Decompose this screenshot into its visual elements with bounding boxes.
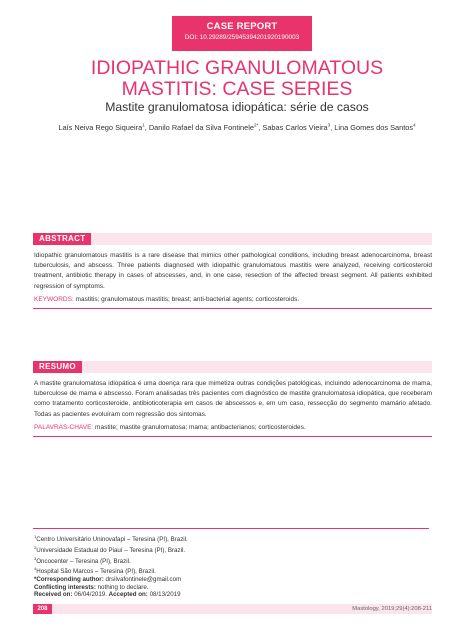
author-list	[10, 121, 464, 133]
journal-citation: Mastology, 2019;29(4):208-211	[352, 606, 432, 612]
affiliation-1: $^1$Centro Universitário Uninovafapi – Teresina (PI), Brazil.	[34, 534, 188, 544]
resumo-keywords	[34, 423, 432, 433]
author: Danilo Rafael da Silva Fontinele$^{2*}$,	[148, 123, 263, 133]
resumo-header-bar	[33, 361, 432, 373]
corresponding-email[interactable]: drsilvafontinele@gmail.com	[103, 576, 182, 584]
abstract-keywords	[34, 295, 432, 305]
keywords-label: KEYWORDS:	[34, 296, 74, 303]
title-line-1: IDIOPATHIC GRANULOMATOUS	[90, 57, 384, 79]
affiliation-3: $^3$Oncocenter – Teresina (PI), Brazil.	[34, 555, 131, 565]
keywords-values: mastitis; granulomatous mastitis; breast; anti-bacterial agents; corticosteroids.	[73, 296, 300, 303]
abstract-text: Idiopathic granulomatous mastitis is a rare disease that mimics other pathological conditions, including breast adenocarcinoma, breast tuberculosis, and abscess. Three patients diagnosed with idiopathic granulomatous mastitis were analyzed, receiving corticosteroid treatment, antibiotic therapy in cases of abscesses, and, in one case, resection of the affected breast segment. All patients exhibited regression of symptoms.	[34, 252, 432, 290]
case-report-banner	[172, 16, 312, 51]
author: Lina Gomes dos Santos$^4$	[334, 123, 416, 133]
affiliation-2: $^2$Universidade Estadual do Piauí – Teresina (PI), Brazil.	[34, 544, 186, 554]
conflicts-of-interest: Conflicting interests: nothing to declare.	[34, 583, 149, 591]
abstract-header-bar	[33, 233, 432, 245]
doi[interactable]: DOI: 10.29289/25945394201920190003	[184, 34, 300, 41]
resumo-text: A mastite granulomatosa idiopática é uma doença rara que mimetiza outras condições patológicas, incluindo adenocarcinoma de mama, tuberculose de mama e abscesso. Foram analisadas três pacientes com diagnóstico de mastite granulomatosa idiopática, que receberam como tratamento corticosteroide, antibioticoterapia em casos de abscessos e, em um caso, ressecção do segmento mamário afetado. Todas as pacientes evoluíram com regressão dos sintomas.	[34, 380, 432, 418]
received-accepted-dates: Received on: 06/04/2019. Accepted on: 08/13/2019	[34, 591, 181, 599]
author: Laís Neiva Rego Siqueira$^1$,	[58, 123, 149, 133]
author: Sabas Carlos Vieira$^3$,	[262, 123, 335, 133]
footnote-divider	[33, 528, 429, 529]
abstract-divider	[33, 308, 432, 309]
article-type: CASE REPORT	[206, 21, 278, 32]
footnotes	[34, 533, 432, 599]
resumo-heading: RESUMO	[33, 361, 82, 373]
title-line-2: MASTITIS: CASE SERIES	[121, 78, 353, 100]
article-title	[20, 58, 454, 100]
resumo-divider	[33, 436, 432, 437]
article-subtitle: Mastite granulomatosa idiopática: série de casos	[105, 100, 369, 114]
abstract-heading: ABSTRACT	[33, 233, 91, 245]
palavras-chave-values: mastite; mastite granulomatosa; mama; antibacterianos; corticosteroides.	[93, 424, 306, 431]
affiliation-4: $^4$Hospital São Marcos – Teresina (PI), Brazil.	[34, 566, 156, 576]
palavras-chave-label: PALAVRAS-CHAVE:	[34, 424, 94, 431]
corresponding-author: *Corresponding author: drsilvafontinele@gmail.com	[34, 576, 182, 584]
page-number: 208	[33, 604, 52, 614]
